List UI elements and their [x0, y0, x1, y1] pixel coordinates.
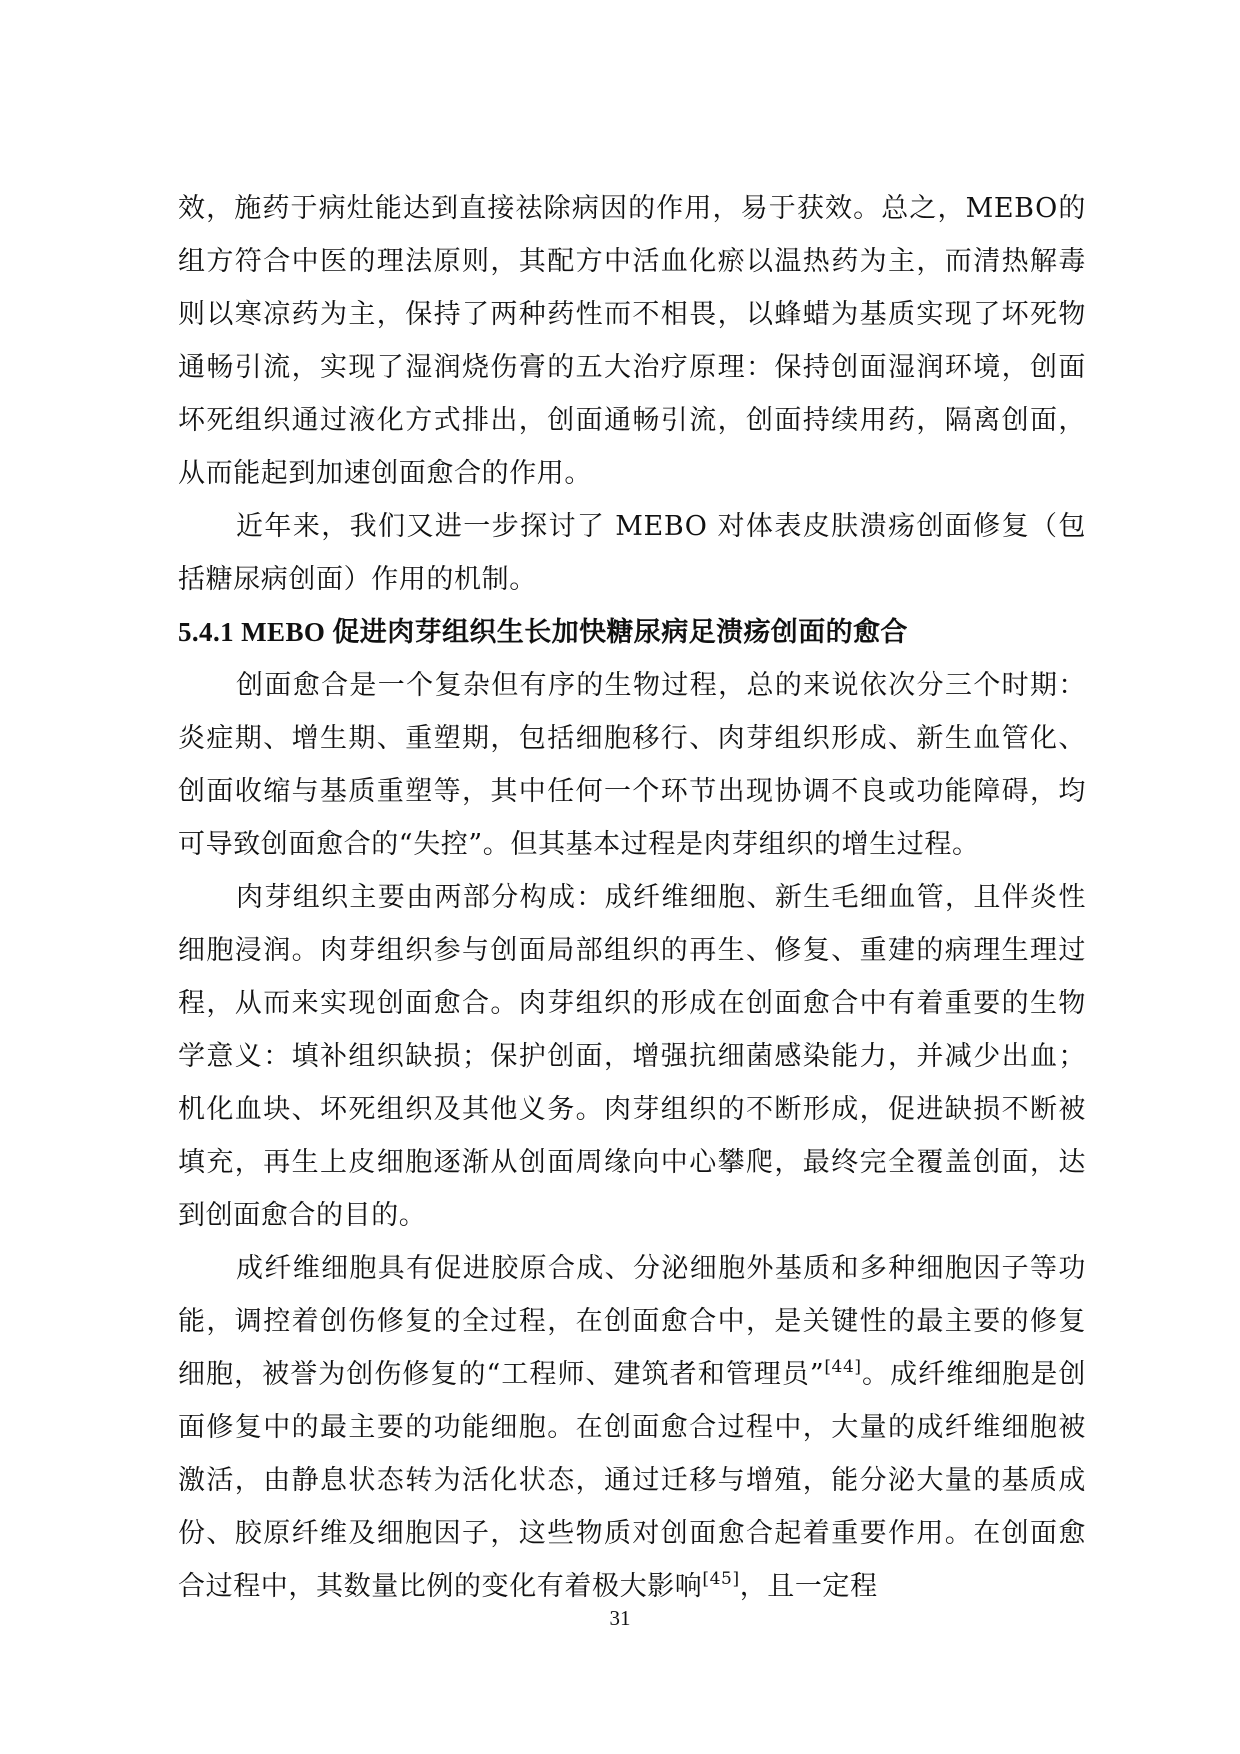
- fibroblast-text-part-1: 成纤维细胞具有促进胶原合成、分泌细胞外基质和多种细胞因子等功能，调控着创伤修复的全过程，在创面愈合中，是关键性的最主要的修复细胞，被誉为创伤修复的“工程师、建筑者和管理员”: [178, 1253, 1086, 1390]
- fibroblast-text-part-3: ，且一定程: [739, 1571, 878, 1602]
- granulation-tissue-paragraph: 肉芽组织主要由两部分构成：成纤维细胞、新生毛细血管，且伴炎性细胞浸润。肉芽组织参与创面局部组织的再生、修复、重建的病理生理过程，从而来实现创面愈合。肉芽组织的形成在创面愈合中有着重要的生物学意义：填补组织缺损；保护创面，增强抗细菌感染能力，并减少出血；机化血块、坏死组织及其他义务。肉芽组织的不断形成，促进缺损不断被填充，再生上皮细胞逐渐从创面周缘向中心攀爬，最终完全覆盖创面，达到创面愈合的目的。: [178, 882, 1086, 1231]
- wound-healing-paragraph: 创面愈合是一个复杂但有序的生物过程，总的来说依次分三个时期：炎症期、增生期、重塑期，包括细胞移行、肉芽组织形成、新生血管化、创面收缩与基质重塑等，其中任何一个环节出现协调不良或功能障碍，均可导致创面愈合的“失控”。但其基本过程是肉芽组织的增生过程。: [178, 670, 1086, 860]
- fibroblast-paragraph: [178, 1242, 1086, 1613]
- continued-paragraph: 效，施药于病灶能达到直接祛除病因的作用，易于获效。总之，MEBO的组方符合中医的理法原则，其配方中活血化瘀以温热药为主，而清热解毒则以寒凉药为主，保持了两种药性而不相畏，以蜂蜡为基质实现了坏死物通畅引流，实现了湿润烧伤膏的五大治疗原理：保持创面湿润环境，创面坏死组织通过液化方式排出，创面通畅引流，创面持续用药，隔离创面，从而能起到加速创面愈合的作用。: [178, 193, 1086, 489]
- document-body: [178, 182, 1086, 1613]
- fibroblast-text-part-2: 。成纤维细胞是创面修复中的最主要的功能细胞。在创面愈合过程中，大量的成纤维细胞被激活，由静息状态转为活化状态，通过迁移与增殖，能分泌大量的基质成份、胶原纤维及细胞因子，这些物质对创面愈合起着重要作用。在创面愈合过程中，其数量比例的变化有着极大影响: [178, 1359, 1086, 1602]
- page-number: 31: [609, 1606, 631, 1630]
- citation-44: [44]: [824, 1357, 862, 1377]
- citation-45: [45]: [702, 1569, 740, 1589]
- section-heading: 5.4.1 MEBO 促进肉芽组织生长加快糖尿病足溃疡创面的愈合: [178, 617, 908, 647]
- intro-paragraph: 近年来，我们又进一步探讨了 MEBO 对体表皮肤溃疡创面修复（包括糖尿病创面）作用的机制。: [178, 511, 1086, 595]
